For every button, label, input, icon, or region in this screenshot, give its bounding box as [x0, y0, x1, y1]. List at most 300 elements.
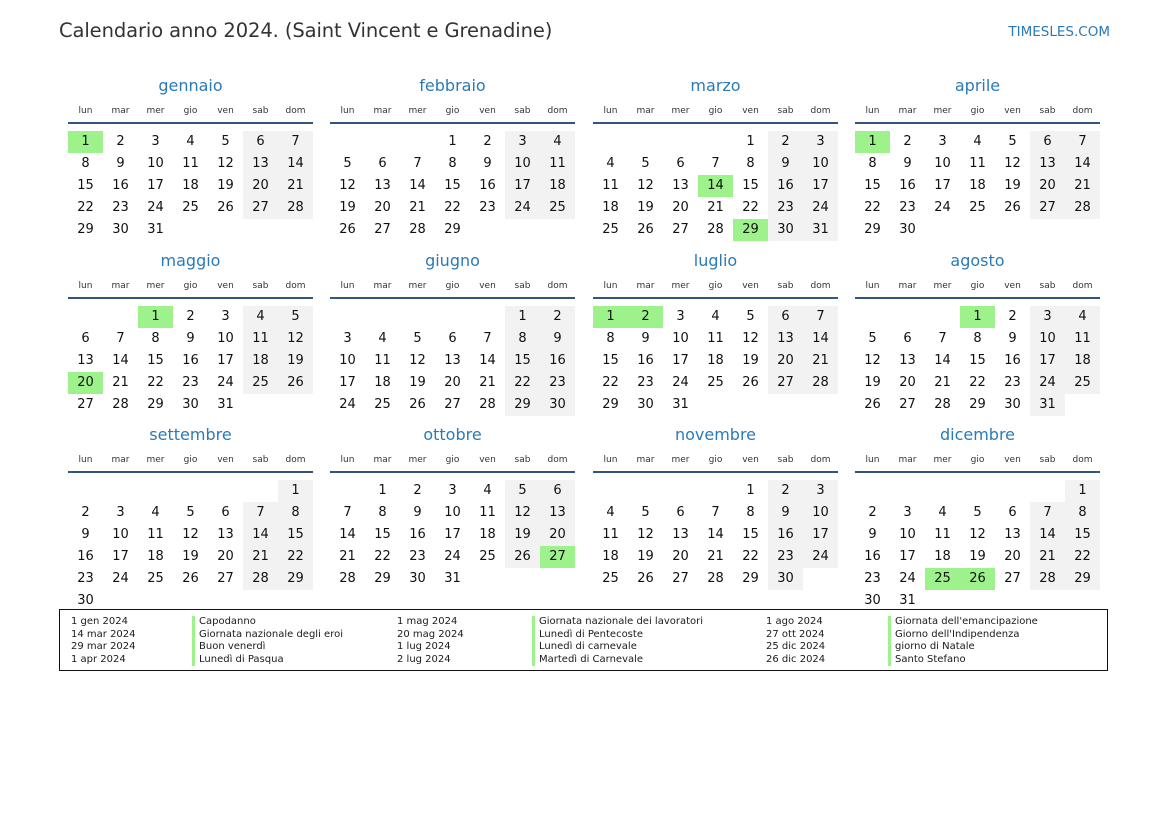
- day-cell: 19: [182, 549, 199, 564]
- weekday-header: dom: [810, 106, 831, 116]
- weekday-header: dom: [547, 106, 568, 116]
- day-cell: 26: [339, 222, 356, 237]
- day-cell: 2: [768, 131, 803, 153]
- day-cell: 19: [742, 353, 759, 368]
- weekday-header: lun: [865, 455, 880, 465]
- day-cell: 12: [637, 527, 654, 542]
- weekday-header: mar: [111, 455, 130, 465]
- day-cell: 13: [1004, 527, 1021, 542]
- day-cell: 21: [707, 200, 724, 215]
- day-cell: 20: [540, 524, 575, 546]
- day-cell: 29: [1065, 568, 1100, 590]
- weekday-header: dom: [810, 455, 831, 465]
- day-cell: 23: [768, 546, 803, 568]
- day-cell: 21: [112, 375, 129, 390]
- day-cell: 3: [938, 134, 947, 149]
- holiday-cell: 1: [855, 131, 890, 153]
- day-cell: 10: [803, 502, 838, 524]
- day-cell: 25: [602, 222, 619, 237]
- day-cell: 15: [278, 524, 313, 546]
- day-cell: 9: [413, 505, 422, 520]
- weekday-header: mer: [146, 281, 165, 291]
- day-cell: 7: [413, 156, 422, 171]
- weekday-header: dom: [547, 455, 568, 465]
- weekday-header: sab: [777, 455, 794, 465]
- weekday-header: mer: [146, 455, 165, 465]
- day-cell: 12: [278, 328, 313, 350]
- weekday-header: mar: [898, 281, 917, 291]
- day-cell: 8: [746, 156, 755, 171]
- month-name: marzo: [690, 76, 741, 95]
- day-cell: 20: [374, 200, 391, 215]
- day-cell: 25: [602, 571, 619, 586]
- day-cell: 5: [278, 306, 313, 328]
- day-cell: 19: [637, 549, 654, 564]
- weekday-header: mar: [898, 455, 917, 465]
- day-cell: 12: [969, 527, 986, 542]
- day-cell: 16: [637, 353, 654, 368]
- day-cell: 3: [116, 505, 125, 520]
- day-cell: 11: [374, 353, 391, 368]
- day-cell: 13: [77, 353, 94, 368]
- day-cell: 22: [374, 549, 391, 564]
- weekday-header: dom: [285, 455, 306, 465]
- day-cell: 21: [278, 175, 313, 197]
- day-cell: 28: [803, 372, 838, 394]
- weekday-header: mer: [146, 106, 165, 116]
- day-cell: 27: [77, 397, 94, 412]
- day-cell: 29: [278, 568, 313, 590]
- legend-holiday-name: Martedì di Carnevale: [532, 654, 643, 667]
- legend-holiday-name: Giorno dell'Indipendenza: [888, 629, 1020, 642]
- day-cell: 13: [1030, 153, 1065, 175]
- day-cell: 18: [602, 549, 619, 564]
- day-cell: 16: [479, 178, 496, 193]
- day-cell: 7: [711, 156, 720, 171]
- day-cell: 22: [742, 200, 759, 215]
- day-cell: 23: [112, 200, 129, 215]
- day-cell: 31: [899, 593, 916, 608]
- month-name: agosto: [950, 251, 1005, 270]
- day-cell: 27: [1030, 197, 1065, 219]
- weekday-header: ven: [479, 106, 496, 116]
- day-cell: 28: [707, 222, 724, 237]
- day-cell: 14: [707, 527, 724, 542]
- day-cell: 17: [934, 178, 951, 193]
- holiday-cell: 1: [138, 306, 173, 328]
- weekday-header: mer: [671, 455, 690, 465]
- day-cell: 28: [243, 568, 278, 590]
- day-cell: 14: [278, 153, 313, 175]
- day-cell: 4: [243, 306, 278, 328]
- legend-holiday-name: Lunedì di carnevale: [532, 641, 637, 654]
- day-cell: 2: [483, 134, 492, 149]
- weekday-header: lun: [603, 106, 618, 116]
- day-cell: 27: [1004, 571, 1021, 586]
- day-cell: 15: [742, 527, 759, 542]
- day-cell: 23: [77, 571, 94, 586]
- day-cell: 8: [746, 505, 755, 520]
- day-cell: 22: [147, 375, 164, 390]
- day-cell: 5: [746, 309, 755, 324]
- weekday-header: dom: [285, 281, 306, 291]
- weekday-header: ven: [1004, 281, 1021, 291]
- day-cell: 25: [479, 549, 496, 564]
- day-cell: 4: [1065, 306, 1100, 328]
- day-cell: 26: [864, 397, 881, 412]
- weekday-header: dom: [1072, 106, 1093, 116]
- legend-holiday-name: giorno di Natale: [888, 641, 975, 654]
- day-cell: 23: [637, 375, 654, 390]
- weekday-header: lun: [340, 106, 355, 116]
- day-cell: 12: [409, 353, 426, 368]
- header-rule: [68, 297, 313, 299]
- day-cell: 29: [864, 222, 881, 237]
- header-rule: [68, 471, 313, 473]
- day-cell: 5: [641, 156, 650, 171]
- day-cell: 3: [803, 131, 838, 153]
- day-cell: 31: [672, 397, 689, 412]
- day-cell: 12: [339, 178, 356, 193]
- day-cell: 8: [1065, 502, 1100, 524]
- day-cell: 9: [1008, 331, 1017, 346]
- holiday-cell: 1: [960, 306, 995, 328]
- day-cell: 27: [243, 197, 278, 219]
- day-cell: 6: [768, 306, 803, 328]
- month-name: ottobre: [423, 425, 482, 444]
- day-cell: 20: [899, 375, 916, 390]
- weekday-header: mar: [898, 106, 917, 116]
- day-cell: 14: [339, 527, 356, 542]
- day-cell: 13: [243, 153, 278, 175]
- weekday-header: sab: [1039, 281, 1056, 291]
- day-cell: 2: [186, 309, 195, 324]
- day-cell: 16: [899, 178, 916, 193]
- month-name: novembre: [674, 425, 757, 444]
- weekday-header: mer: [671, 106, 690, 116]
- day-cell: 31: [803, 219, 838, 241]
- day-cell: 1: [278, 480, 313, 502]
- day-cell: 10: [899, 527, 916, 542]
- day-cell: 10: [217, 331, 234, 346]
- weekday-header: gio: [970, 106, 985, 116]
- day-cell: 20: [243, 175, 278, 197]
- day-cell: 20: [444, 375, 461, 390]
- header-rule: [330, 122, 575, 124]
- day-cell: 20: [217, 549, 234, 564]
- day-cell: 28: [1065, 197, 1100, 219]
- day-cell: 24: [803, 546, 838, 568]
- legend-holiday-name: Capodanno: [192, 616, 256, 629]
- day-cell: 15: [864, 178, 881, 193]
- weekday-header: mar: [111, 281, 130, 291]
- day-cell: 24: [803, 197, 838, 219]
- day-cell: 7: [243, 502, 278, 524]
- day-cell: 27: [444, 397, 461, 412]
- weekday-header: lun: [340, 281, 355, 291]
- weekday-header: gio: [183, 455, 198, 465]
- day-cell: 14: [803, 328, 838, 350]
- day-cell: 30: [182, 397, 199, 412]
- weekday-header: gio: [445, 455, 460, 465]
- day-cell: 20: [768, 350, 803, 372]
- day-cell: 5: [868, 331, 877, 346]
- weekday-header: sab: [514, 106, 531, 116]
- day-cell: 6: [540, 480, 575, 502]
- day-cell: 19: [505, 524, 540, 546]
- day-cell: 11: [934, 527, 951, 542]
- day-cell: 10: [672, 331, 689, 346]
- day-cell: 10: [1030, 328, 1065, 350]
- day-cell: 21: [934, 375, 951, 390]
- header-rule: [593, 471, 838, 473]
- weekday-header: mar: [636, 281, 655, 291]
- day-cell: 19: [217, 178, 234, 193]
- day-cell: 6: [81, 331, 90, 346]
- header-rule: [330, 297, 575, 299]
- day-cell: 16: [540, 350, 575, 372]
- day-cell: 22: [742, 549, 759, 564]
- day-cell: 23: [540, 372, 575, 394]
- legend-holiday-name: Santo Stefano: [888, 654, 966, 667]
- day-cell: 28: [278, 197, 313, 219]
- day-cell: 6: [676, 156, 685, 171]
- weekday-header: gio: [445, 106, 460, 116]
- day-cell: 17: [112, 549, 129, 564]
- day-cell: 11: [243, 328, 278, 350]
- day-cell: 5: [343, 156, 352, 171]
- day-cell: 18: [934, 549, 951, 564]
- day-cell: 17: [899, 549, 916, 564]
- day-cell: 31: [217, 397, 234, 412]
- weekday-header: mer: [933, 281, 952, 291]
- day-cell: 18: [540, 175, 575, 197]
- header-rule: [855, 297, 1100, 299]
- day-cell: 9: [483, 156, 492, 171]
- day-cell: 11: [182, 156, 199, 171]
- day-cell: 17: [505, 175, 540, 197]
- day-cell: 29: [77, 222, 94, 237]
- weekday-header: mar: [111, 106, 130, 116]
- day-cell: 3: [903, 505, 912, 520]
- day-cell: 11: [602, 178, 619, 193]
- day-cell: 26: [217, 200, 234, 215]
- day-cell: 3: [221, 309, 230, 324]
- weekday-header: sab: [252, 455, 269, 465]
- day-cell: 25: [243, 372, 278, 394]
- day-cell: 3: [448, 483, 457, 498]
- day-cell: 7: [711, 505, 720, 520]
- day-cell: 11: [147, 527, 164, 542]
- day-cell: 6: [243, 131, 278, 153]
- day-cell: 28: [409, 222, 426, 237]
- legend-date: 20 mag 2024: [397, 628, 464, 640]
- day-cell: 7: [483, 331, 492, 346]
- weekday-header: mar: [373, 106, 392, 116]
- day-cell: 11: [1065, 328, 1100, 350]
- day-cell: 13: [217, 527, 234, 542]
- day-cell: 23: [864, 571, 881, 586]
- weekday-header: gio: [183, 281, 198, 291]
- legend-holiday-name: Giornata dell'emancipazione: [888, 616, 1038, 629]
- day-cell: 15: [77, 178, 94, 193]
- day-cell: 4: [711, 309, 720, 324]
- day-cell: 16: [182, 353, 199, 368]
- site-link[interactable]: TIMESLES.COM: [1008, 24, 1110, 40]
- day-cell: 25: [1065, 372, 1100, 394]
- day-cell: 4: [483, 483, 492, 498]
- weekday-header: lun: [865, 106, 880, 116]
- day-cell: 24: [899, 571, 916, 586]
- day-cell: 26: [278, 372, 313, 394]
- day-cell: 8: [868, 156, 877, 171]
- month-name: luglio: [693, 251, 738, 270]
- day-cell: 24: [505, 197, 540, 219]
- legend-date: 1 gen 2024: [71, 616, 129, 627]
- day-cell: 3: [343, 331, 352, 346]
- day-cell: 6: [1008, 505, 1017, 520]
- weekday-header: mar: [636, 455, 655, 465]
- day-cell: 22: [969, 375, 986, 390]
- weekday-header: lun: [78, 281, 93, 291]
- weekday-header: sab: [252, 281, 269, 291]
- day-cell: 21: [339, 549, 356, 564]
- day-cell: 26: [637, 222, 654, 237]
- day-cell: 27: [672, 222, 689, 237]
- day-cell: 16: [409, 527, 426, 542]
- day-cell: 19: [864, 375, 881, 390]
- day-cell: 5: [186, 505, 195, 520]
- legend-holiday-name: Buon venerdì: [192, 641, 265, 654]
- day-cell: 5: [505, 480, 540, 502]
- day-cell: 29: [602, 397, 619, 412]
- day-cell: 30: [637, 397, 654, 412]
- day-cell: 5: [413, 331, 422, 346]
- legend-date: 26 dic 2024: [766, 653, 826, 665]
- day-cell: 15: [1065, 524, 1100, 546]
- day-cell: 12: [864, 353, 881, 368]
- day-cell: 17: [1030, 350, 1065, 372]
- day-cell: 11: [540, 153, 575, 175]
- day-cell: 12: [637, 178, 654, 193]
- weekday-header: sab: [514, 455, 531, 465]
- weekday-header: lun: [603, 455, 618, 465]
- weekday-header: dom: [285, 106, 306, 116]
- day-cell: 16: [1004, 353, 1021, 368]
- weekday-header: ven: [1004, 455, 1021, 465]
- day-cell: 15: [444, 178, 461, 193]
- day-cell: 16: [768, 524, 803, 546]
- day-cell: 6: [676, 505, 685, 520]
- day-cell: 19: [278, 350, 313, 372]
- day-cell: 15: [374, 527, 391, 542]
- day-cell: 18: [1065, 350, 1100, 372]
- weekday-header: gio: [183, 106, 198, 116]
- day-cell: 14: [112, 353, 129, 368]
- day-cell: 17: [444, 527, 461, 542]
- day-cell: 11: [602, 527, 619, 542]
- legend-date: 29 mar 2024: [71, 641, 136, 653]
- header-rule: [593, 297, 838, 299]
- day-cell: 6: [221, 505, 230, 520]
- weekday-header: sab: [1039, 106, 1056, 116]
- legend-holiday-name: Giornata nazionale dei lavoratori: [532, 616, 703, 629]
- day-cell: 9: [540, 328, 575, 350]
- day-cell: 30: [1004, 397, 1021, 412]
- day-cell: 10: [339, 353, 356, 368]
- weekday-header: ven: [479, 455, 496, 465]
- day-cell: 13: [374, 178, 391, 193]
- weekday-header: dom: [1072, 281, 1093, 291]
- day-cell: 14: [1065, 153, 1100, 175]
- day-cell: 21: [479, 375, 496, 390]
- day-cell: 4: [606, 505, 615, 520]
- day-cell: 20: [1004, 549, 1021, 564]
- legend-date: 27 ott 2024: [766, 628, 825, 640]
- day-cell: 18: [479, 527, 496, 542]
- day-cell: 27: [672, 571, 689, 586]
- header-rule: [855, 122, 1100, 124]
- day-cell: 17: [147, 178, 164, 193]
- day-cell: 13: [899, 353, 916, 368]
- weekday-header: gio: [970, 455, 985, 465]
- legend-date: 14 mar 2024: [71, 628, 136, 640]
- day-cell: 10: [112, 527, 129, 542]
- day-cell: 13: [672, 527, 689, 542]
- day-cell: 14: [409, 178, 426, 193]
- day-cell: 20: [1030, 175, 1065, 197]
- day-cell: 22: [444, 200, 461, 215]
- weekday-header: ven: [1004, 106, 1021, 116]
- day-cell: 18: [374, 375, 391, 390]
- day-cell: 11: [969, 156, 986, 171]
- day-cell: 5: [1008, 134, 1017, 149]
- day-cell: 4: [540, 131, 575, 153]
- day-cell: 2: [413, 483, 422, 498]
- day-cell: 5: [641, 505, 650, 520]
- day-cell: 25: [182, 200, 199, 215]
- day-cell: 7: [1065, 131, 1100, 153]
- day-cell: 4: [378, 331, 387, 346]
- day-cell: 4: [938, 505, 947, 520]
- day-cell: 12: [1004, 156, 1021, 171]
- holiday-cell: 26: [960, 568, 995, 590]
- day-cell: 7: [116, 331, 125, 346]
- legend-holiday-name: Lunedì di Pentecoste: [532, 629, 643, 642]
- day-cell: 29: [374, 571, 391, 586]
- weekday-header: mar: [636, 106, 655, 116]
- day-cell: 29: [147, 397, 164, 412]
- day-cell: 30: [409, 571, 426, 586]
- day-cell: 15: [147, 353, 164, 368]
- weekday-header: mar: [373, 281, 392, 291]
- holiday-cell: 25: [925, 568, 960, 590]
- day-cell: 21: [1065, 175, 1100, 197]
- day-cell: 15: [969, 353, 986, 368]
- day-cell: 29: [444, 222, 461, 237]
- day-cell: 15: [742, 178, 759, 193]
- day-cell: 28: [339, 571, 356, 586]
- legend-date: 25 dic 2024: [766, 641, 826, 653]
- day-cell: 24: [672, 375, 689, 390]
- page-title: Calendario anno 2024. (Saint Vincent e Grenadine): [59, 19, 553, 42]
- day-cell: 22: [505, 372, 540, 394]
- day-cell: 18: [602, 200, 619, 215]
- day-cell: 3: [803, 480, 838, 502]
- header-rule: [330, 471, 575, 473]
- day-cell: 23: [409, 549, 426, 564]
- day-cell: 22: [278, 546, 313, 568]
